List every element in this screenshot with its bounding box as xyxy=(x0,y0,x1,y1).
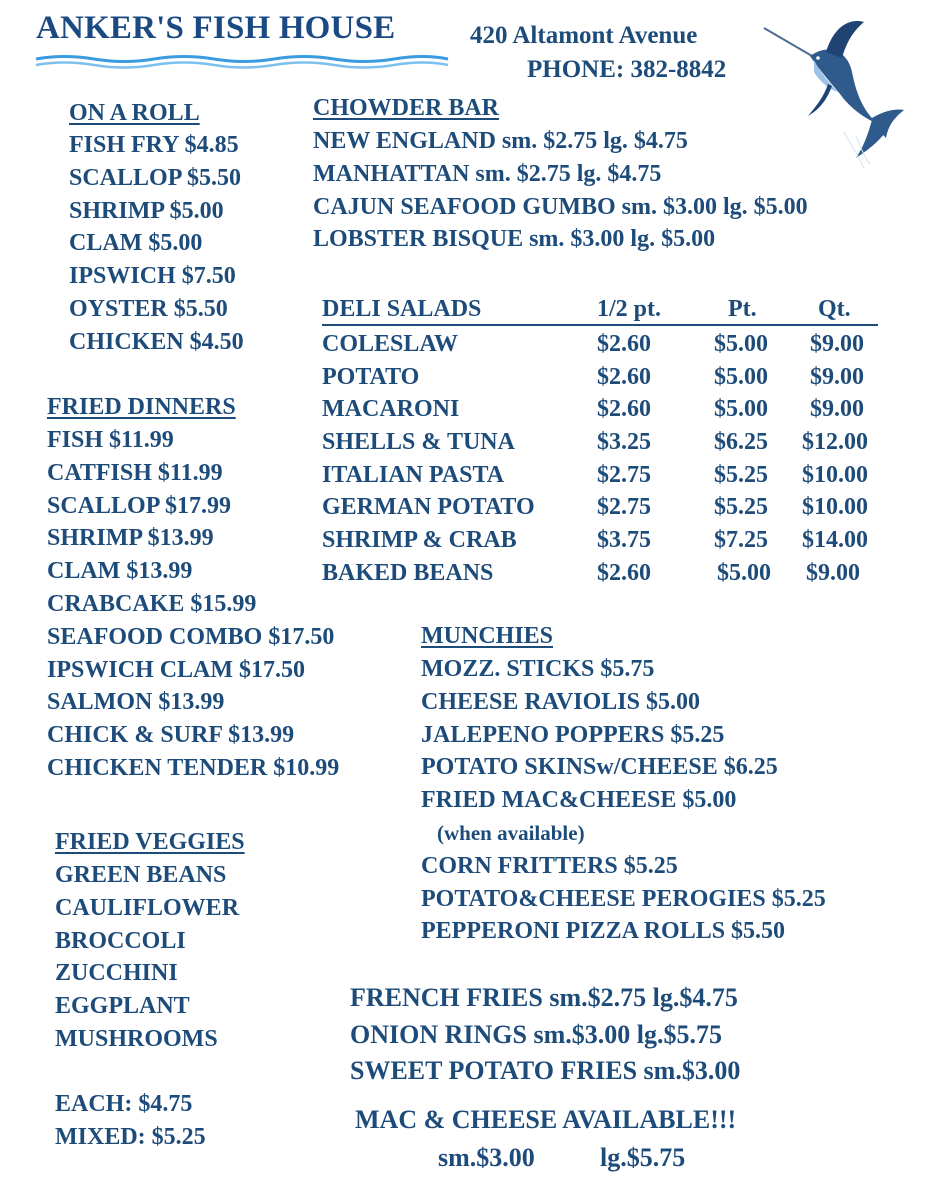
list-item: CLAM $5.00 xyxy=(69,230,203,257)
price-quart: $9.00 xyxy=(810,363,864,390)
list-item: GREEN BEANS xyxy=(55,862,227,888)
price-quart: $10.00 xyxy=(802,461,868,488)
list-item: ONION RINGS sm.$3.00 lg.$5.75 xyxy=(350,1019,722,1049)
salad-name: COLESLAW xyxy=(322,331,459,357)
list-item: SCALLOP $17.99 xyxy=(47,492,232,519)
table-row xyxy=(322,393,878,426)
table-row xyxy=(322,328,878,361)
list-item: FRENCH FRIES sm.$2.75 lg.$4.75 xyxy=(350,983,738,1012)
list-item: JALEPENO POPPERS $5.25 xyxy=(421,721,725,748)
deli-salads-table xyxy=(322,294,878,590)
on-a-roll-list xyxy=(69,129,244,359)
address: 420 Altamont Avenue xyxy=(470,22,698,49)
list-item: FRIED MAC&CHEESE $5.00 xyxy=(421,787,737,814)
list-item: ZUCCHINI xyxy=(55,960,178,987)
restaurant-name: ANKER'S FISH HOUSE xyxy=(36,10,396,46)
salad-name: MACARONI xyxy=(322,396,460,423)
table-row xyxy=(322,557,878,590)
salad-name: GERMAN POTATO xyxy=(322,494,535,521)
list-item: MANHATTAN sm. $2.75 lg. $4.75 xyxy=(313,160,662,187)
wave-underline-icon xyxy=(34,52,450,70)
price-pint: $5.25 xyxy=(714,494,768,521)
list-item: CORN FRITTERS $5.25 xyxy=(421,852,678,879)
list-item: MUSHROOMS xyxy=(55,1025,218,1052)
mac-cheese-small-price: sm.$3.00 xyxy=(438,1143,535,1172)
price-quart: $9.00 xyxy=(810,396,864,423)
table-row xyxy=(322,491,878,524)
list-item: CAJUN SEAFOOD GUMBO sm. $3.00 lg. $5.00 xyxy=(313,193,808,220)
price-pint: $6.25 xyxy=(714,429,768,456)
mac-cheese-large-price: lg.$5.75 xyxy=(600,1143,686,1172)
price-half: $2.75 xyxy=(597,494,651,521)
list-item: BROCCOLI xyxy=(55,927,186,954)
price-half: $2.75 xyxy=(597,461,651,488)
price-quart: $9.00 xyxy=(810,331,864,357)
list-item: CHICKEN $4.50 xyxy=(69,328,244,355)
price-quart: $10.00 xyxy=(802,494,868,521)
fried-dinners-list xyxy=(47,424,339,785)
list-item: SHRIMP $13.99 xyxy=(47,525,214,552)
list-item: CHEESE RAVIOLIS $5.00 xyxy=(421,688,700,715)
list-item: CATFISH $11.99 xyxy=(47,459,223,486)
salad-name: ITALIAN PASTA xyxy=(322,461,505,488)
mac-cheese-banner: MAC & CHEESE AVAILABLE!!! xyxy=(355,1105,737,1134)
list-item: NEW ENGLAND sm. $2.75 lg. $4.75 xyxy=(313,128,688,154)
table-row xyxy=(322,426,878,459)
fried-veggies-list xyxy=(55,859,239,1056)
list-item: SCALLOP $5.50 xyxy=(69,164,242,191)
list-item: CLAM $13.99 xyxy=(47,558,193,585)
list-note: (when available) xyxy=(437,820,585,845)
on-a-roll-heading: ON A ROLL xyxy=(69,100,200,126)
list-item: SEAFOOD COMBO $17.50 xyxy=(47,623,335,650)
veggies-mixed-price: MIXED: $5.25 xyxy=(55,1124,206,1150)
list-item: MOZZ. STICKS $5.75 xyxy=(421,656,655,682)
list-item: LOBSTER BISQUE sm. $3.00 lg. $5.00 xyxy=(313,226,716,253)
price-pint: $5.00 xyxy=(714,396,768,423)
list-item: CHICKEN TENDER $10.99 xyxy=(47,754,340,781)
price-half: $2.60 xyxy=(597,396,651,423)
phone-number: PHONE: 382-8842 xyxy=(527,56,727,83)
price-pint: $7.25 xyxy=(714,527,768,554)
list-item: SALMON $13.99 xyxy=(47,689,225,716)
col-pint: Pt. xyxy=(728,296,757,322)
price-quart: $14.00 xyxy=(802,527,868,554)
salad-name: SHELLS & TUNA xyxy=(322,429,515,456)
price-half: $3.75 xyxy=(597,527,651,554)
fried-veggies-heading: FRIED VEGGIES xyxy=(55,829,245,855)
price-pint: $5.25 xyxy=(714,461,768,488)
list-item: EGGPLANT xyxy=(55,993,190,1020)
price-half: $2.60 xyxy=(597,559,651,586)
salad-name: POTATO xyxy=(322,363,420,390)
price-pint: $5.00 xyxy=(714,331,768,357)
list-item: POTATO&CHEESE PEROGIES $5.25 xyxy=(421,885,826,912)
salad-name: BAKED BEANS xyxy=(322,559,494,586)
table-row xyxy=(322,524,878,557)
deli-salads-header-row xyxy=(322,294,878,326)
list-item: FISH FRY $4.85 xyxy=(69,132,239,158)
chowder-bar-heading: CHOWDER BAR xyxy=(313,95,500,121)
salad-name: SHRIMP & CRAB xyxy=(322,527,517,554)
table-row xyxy=(322,361,878,394)
list-item: FISH $11.99 xyxy=(47,427,174,453)
list-item: PEPPERONI PIZZA ROLLS $5.50 xyxy=(421,918,786,945)
price-half: $2.60 xyxy=(597,363,651,390)
list-item: IPSWICH CLAM $17.50 xyxy=(47,656,306,683)
price-quart: $12.00 xyxy=(802,429,868,456)
col-half-pint: 1/2 pt. xyxy=(597,296,662,322)
price-half: $3.25 xyxy=(597,429,651,456)
price-half: $2.60 xyxy=(597,331,651,357)
col-quart: Qt. xyxy=(818,296,851,322)
list-item: SWEET POTATO FRIES sm.$3.00 xyxy=(350,1056,741,1085)
munchies-list xyxy=(421,653,826,948)
chowder-bar-list xyxy=(313,125,808,256)
munchies-heading: MUNCHIES xyxy=(421,623,554,649)
price-pint: $5.00 xyxy=(714,363,768,390)
fried-dinners-heading: FRIED DINNERS xyxy=(47,394,236,420)
deli-salads-heading: DELI SALADS xyxy=(322,296,482,322)
list-item: POTATO SKINSw/CHEESE $6.25 xyxy=(421,754,778,781)
list-item: OYSTER $5.50 xyxy=(69,295,228,322)
list-item: CRABCAKE $15.99 xyxy=(47,590,257,617)
price-pint: $5.00 xyxy=(717,559,771,586)
list-item: CHICK & SURF $13.99 xyxy=(47,722,295,749)
price-quart: $9.00 xyxy=(806,559,860,586)
list-item: IPSWICH $7.50 xyxy=(69,263,236,290)
list-item: CAULIFLOWER xyxy=(55,894,240,921)
sides-list xyxy=(350,980,740,1090)
table-row xyxy=(322,459,878,492)
list-item: SHRIMP $5.00 xyxy=(69,197,224,224)
veggies-each-price: EACH: $4.75 xyxy=(55,1091,193,1117)
